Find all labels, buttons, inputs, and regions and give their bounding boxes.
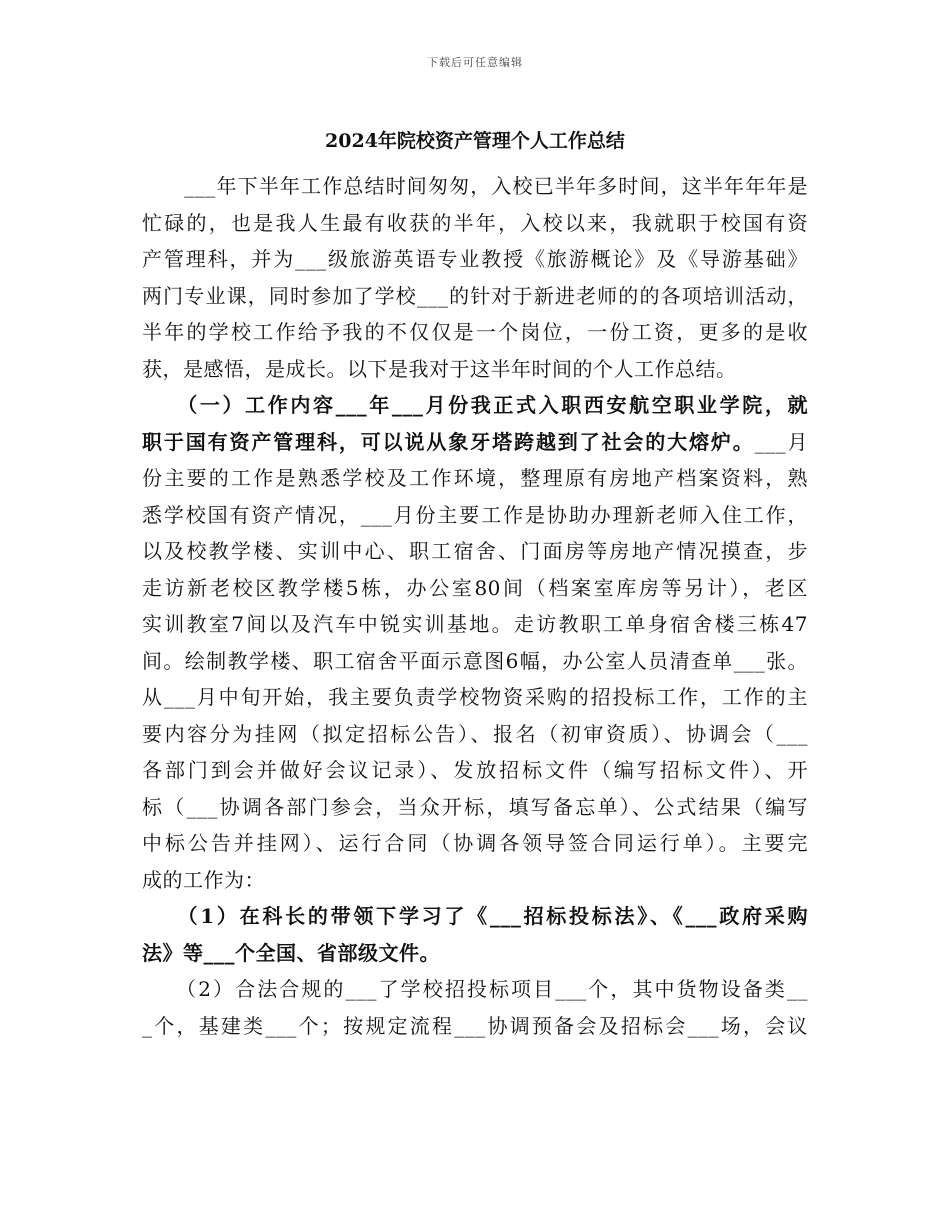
body-text-line: 悉学校国有资产情况，___月份主要工作是协助办理新老师入住工作， — [142, 502, 808, 527]
bold-text-segment: 职于国有资产管理科，可以说从象牙塔跨越到了社会的大熔炉。 — [142, 429, 755, 454]
body-text-line: 获，是感悟，是成长。以下是我对于这半年时间的个人工作总结。 — [142, 356, 737, 381]
body-text-line: 实训教室7间以及汽车中锐实训基地。走访教职工单身宿舍楼三栋47 — [142, 612, 808, 636]
body-text-line: 成的工作为： — [142, 867, 265, 892]
body-text-line: ___年下半年工作总结时间匆匆，入校已半年多时间，这半年年年是 — [142, 174, 808, 198]
body-text-line — [142, 424, 808, 460]
document-title: 2024年院校资产管理个人工作总结 — [325, 130, 625, 152]
body-text-line: 半年的学校工作给予我的不仅仅是一个岗位，一份工资，更多的是收 — [142, 320, 808, 344]
body-text-line: 中标公告并挂网）、运行合同（协调各领导签合同运行单）。主要完 — [142, 831, 808, 855]
normal-text-segment: ___月 — [754, 429, 809, 454]
body-text-line: _个，基建类___个；按规定流程___协调预备会及招标会___场，会议 — [142, 1013, 808, 1038]
body-text-line: （1）在科长的带领下学习了《___招标投标法》、《___政府采购 — [142, 904, 808, 928]
page-header-note: 下载后可任意编辑 — [427, 56, 523, 69]
body-text-line: 以及校教学楼、实训中心、职工宿舍、门面房等房地产情况摸查，步 — [142, 539, 808, 563]
body-text-line: 标（___协调各部门参会，当众开标，填写备忘单）、公式结果（编写 — [142, 794, 808, 819]
body-text-line: （一）工作内容___年___月份我正式入职西安航空职业学院，就 — [142, 393, 808, 417]
body-text-line: 走访新老校区教学楼5栋，办公室80间（档案室库房等另计），老区 — [142, 575, 808, 600]
body-text-line: 要内容分为挂网（拟定招标公告）、报名（初审资质）、协调会（___ — [142, 721, 808, 746]
body-text-line: 法》等___个全国、省部级文件。 — [142, 940, 440, 965]
body-text-line: 两门专业课，同时参加了学校___的针对于新进老师的的各项培训活动， — [142, 283, 808, 308]
body-text-line: 产管理科，并为___级旅游英语专业教授《旅游概论》及《导游基础》 — [142, 247, 808, 271]
body-text-line: 间。绘制教学楼、职工宿舍平面示意图6幅，办公室人员清查单___张。 — [142, 648, 808, 673]
body-text-line: 忙碌的，也是我人生最有收获的半年，入校以来，我就职于校国有资 — [142, 210, 808, 235]
body-text-line: 份主要的工作是熟悉学校及工作环境，整理原有房地产档案资料，熟 — [142, 466, 808, 490]
body-text-line: 从___月中旬开始，我主要负责学校物资采购的招投标工作，工作的主 — [142, 685, 808, 709]
body-text-line: （2）合法合规的___了学校招投标项目___个，其中货物设备类__ — [142, 977, 808, 1001]
body-text-line: 各部门到会并做好会议记录）、发放招标文件（编写招标文件）、开 — [142, 758, 808, 782]
